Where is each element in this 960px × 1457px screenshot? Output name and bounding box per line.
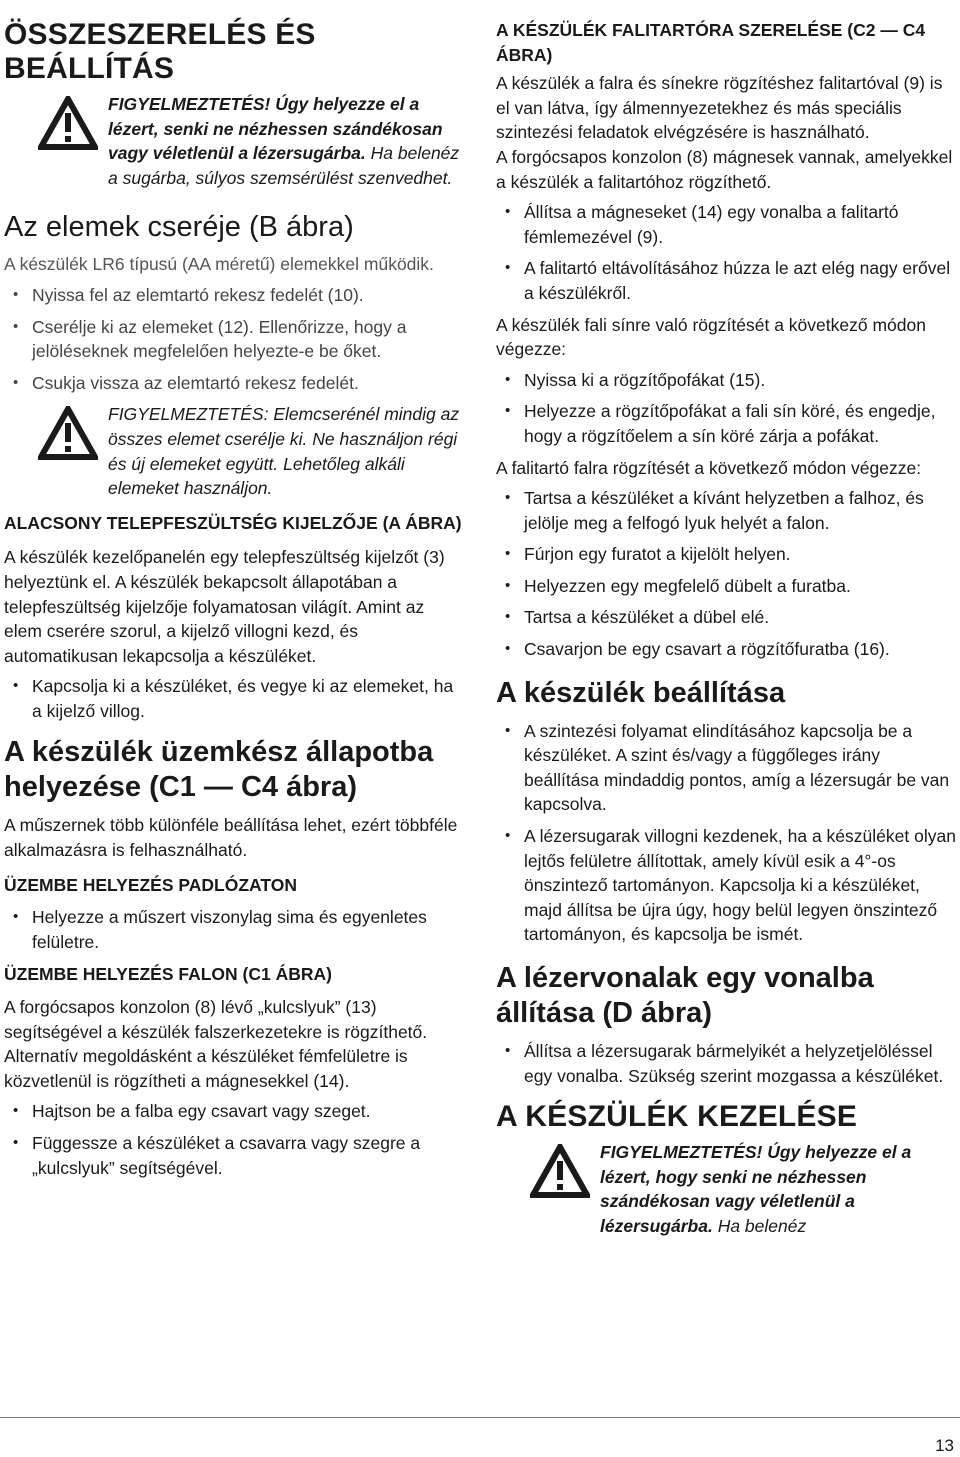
warning-box-operation (496, 1140, 958, 1238)
battery-steps-list (4, 283, 466, 395)
low-battery-text: A készülék kezelőpanelén egy telepfeszültség kijelzőt (3) helyeztünk el. A készülék bekapcsolt állapotában a telepfeszültség kijelzője folyamatosan világít. Amint az elem cserére szorul, a kijelző villogni kezd, és automatikusan lekapcsolja a készüléket. (4, 547, 445, 666)
low-battery-steps-list (4, 674, 466, 723)
wall-steps-list (4, 1099, 466, 1180)
floor-steps-list (4, 905, 466, 954)
list-item: • Nyissa fel az elemtartó rekesz fedelét (10). (4, 283, 466, 308)
bracket-text-1: A készülék a falra és sínekre rögzítéshez falitartóval (9) is el van látva, így álmennyezetekhez és más speciális szintezési feladatok elvégzésére is használható. (496, 73, 943, 143)
heading-wall-bracket: A KÉSZÜLÉK FALITARTÓRA SZERELÉSE (C2 — C4 ÁBRA) (496, 20, 926, 65)
left-column (4, 12, 466, 1187)
warning-triangle-icon (38, 96, 98, 150)
adjust-steps-list (496, 719, 958, 947)
rail-steps-list (496, 368, 958, 449)
list-item: • A falitartó eltávolításához húzza le azt elég nagy erővel a készülékről. (496, 256, 958, 305)
bracket-steps-list (496, 200, 958, 305)
list-item: • Állítsa a lézersugarak bármelyikét a helyzetjelöléssel egy vonalba. Szükség szerint mozgassa a készüléket. (496, 1039, 958, 1088)
heading-wall-setup: ÜZEMBE HELYEZÉS FALON (C1 ÁBRA) (4, 964, 332, 985)
list-item: • Tartsa a készüléket a kívánt helyzetben a falhoz, és jelölje meg a felfogó lyuk helyét a falon. (496, 486, 958, 535)
list-item: • Csukja vissza az elemtartó rekesz fedelét. (4, 371, 466, 396)
list-item: • Függessze a készüléket a csavarra vagy szegre a „kulcslyuk” segítségével. (4, 1131, 466, 1180)
heading-floor-setup: ÜZEMBE HELYEZÉS PADLÓZATON (4, 874, 297, 895)
wallmount-intro-text: A falitartó falra rögzítését a következő módon végezze: (496, 457, 922, 478)
list-item: • Helyezze a műszert viszonylag sima és egyenletes felületre. (4, 905, 466, 954)
bracket-text-2: A forgócsapos konzolon (8) mágnesek vannak, amelyekkel a készülék a falitartóhoz rögzíthető. (496, 146, 953, 192)
list-item: • Fúrjon egy furatot a kijelölt helyen. (496, 542, 958, 567)
list-item: • Hajtson be a falba egy csavart vagy szeget. (4, 1099, 466, 1124)
list-item: • Cserélje ki az elemeket (12). Ellenőrizze, hogy a jelöléseknek megfelelően helyezte-e be őket. (4, 315, 466, 364)
page-number: 13 (935, 1436, 954, 1455)
list-item: • A szintezési folyamat elindításához kapcsolja be a készüléket. A szint és/vagy a függőleges irány beállítása mindaddig pontos, amíg a lézersugár be van kapcsolva. (496, 719, 958, 817)
wallmount-steps-list (496, 486, 958, 662)
list-item: • Helyezze a rögzítőpofákat a fali sín köré, és engedje, hogy a rögzítőelem a sín köré zárja a pofákat. (496, 399, 958, 448)
warning-text: Ha belenéz a sugárba, súlyos szemsérülést szenvedhet. (108, 143, 460, 188)
heading-ready-setup: A készülék üzemkész állapotba helyezése (C1 — C4 ábra) (4, 736, 434, 804)
warning-bold-text: FIGYELMEZTETÉS! Úgy helyezze el a lézert, hogy senki ne nézhessen szándékosan vagy véletlenül a lézersugárba. (600, 1142, 912, 1236)
warning-triangle-icon (38, 406, 98, 460)
list-item: • Csavarjon be egy csavart a rögzítőfuratba (16). (496, 637, 958, 662)
warning-bold-text: FIGYELMEZTETÉS: (108, 404, 269, 425)
footer-divider (0, 1417, 960, 1418)
list-item: • Kapcsolja ki a készüléket, és vegye ki az elemeket, ha a kijelző villog. (4, 674, 466, 723)
heading-laser-alignment: A lézervonalak egy vonalba állítása (D ábra) (496, 962, 874, 1029)
list-item: • Helyezzen egy megfelelő dübelt a furatba. (496, 574, 958, 599)
list-item: • A lézersugarak villogni kezdenek, ha a készüléket olyan lejtős felületre állítottak, amely kívül esik a 4°-os önszintező tartományon. Kapcsolja ki a készüléket, majd állítsa be újra úgy, hogy belül legyen önszintező tartományon, és kapcsolja be ismét. (496, 824, 958, 947)
warning-text: Elemcserénél mindig az összes elemet cserélje ki. Ne használjon régi és új elemeket együtt. Lehetőleg alkáli elemeket használjon. (108, 404, 460, 499)
heading-battery-replacement: Az elemek cseréje (B ábra) (4, 211, 354, 244)
warning-bold-text: FIGYELMEZTETÉS! Úgy helyezze el a lézert, senki ne nézhessen szándékosan vagy véletlenül a lézersugárba. (108, 94, 443, 164)
heading-low-battery: ALACSONY TELEPFESZÜLTSÉG KIJELZŐJE (A ÁBRA) (4, 512, 462, 533)
heading-device-operation: A KÉSZÜLÉK KEZELÉSE (496, 1100, 858, 1134)
right-column (496, 12, 958, 1239)
heading-device-adjustment: A készülék beállítása (496, 676, 786, 709)
section-heading-setup: ÖSSZESZERELÉS ÉS BEÁLLÍTÁS (4, 18, 316, 85)
battery-intro-text: A készülék LR6 típusú (AA méretű) elemekkel működik. (4, 254, 434, 275)
align-steps-list (496, 1039, 958, 1088)
warning-box-laser (4, 92, 466, 190)
warning-text: Ha belenéz (712, 1215, 807, 1236)
list-item: • Tartsa a készüléket a dübel elé. (496, 605, 958, 630)
warning-box-battery (4, 402, 466, 500)
wall-setup-text: A forgócsapos konzolon (8) lévő „kulcslyuk” (13) segítségével a készülék falszerkezetekre is rögzíthető. Alternatív megoldásként a készüléket fémfelületre is közvetlenül is rögzítheti a mágnesekkel (14). (4, 997, 428, 1091)
rail-intro-text: A készülék fali sínre való rögzítését a következő módon végezze: (496, 314, 926, 360)
ready-intro-text: A műszernek több különféle beállítása lehet, ezért többféle alkalmazásra is felhasználható. (4, 815, 458, 861)
warning-triangle-icon (530, 1144, 590, 1198)
list-item: • Állítsa a mágneseket (14) egy vonalba a falitartó fémlemezével (9). (496, 200, 958, 249)
list-item: • Nyissa ki a rögzítőpofákat (15). (496, 368, 958, 393)
